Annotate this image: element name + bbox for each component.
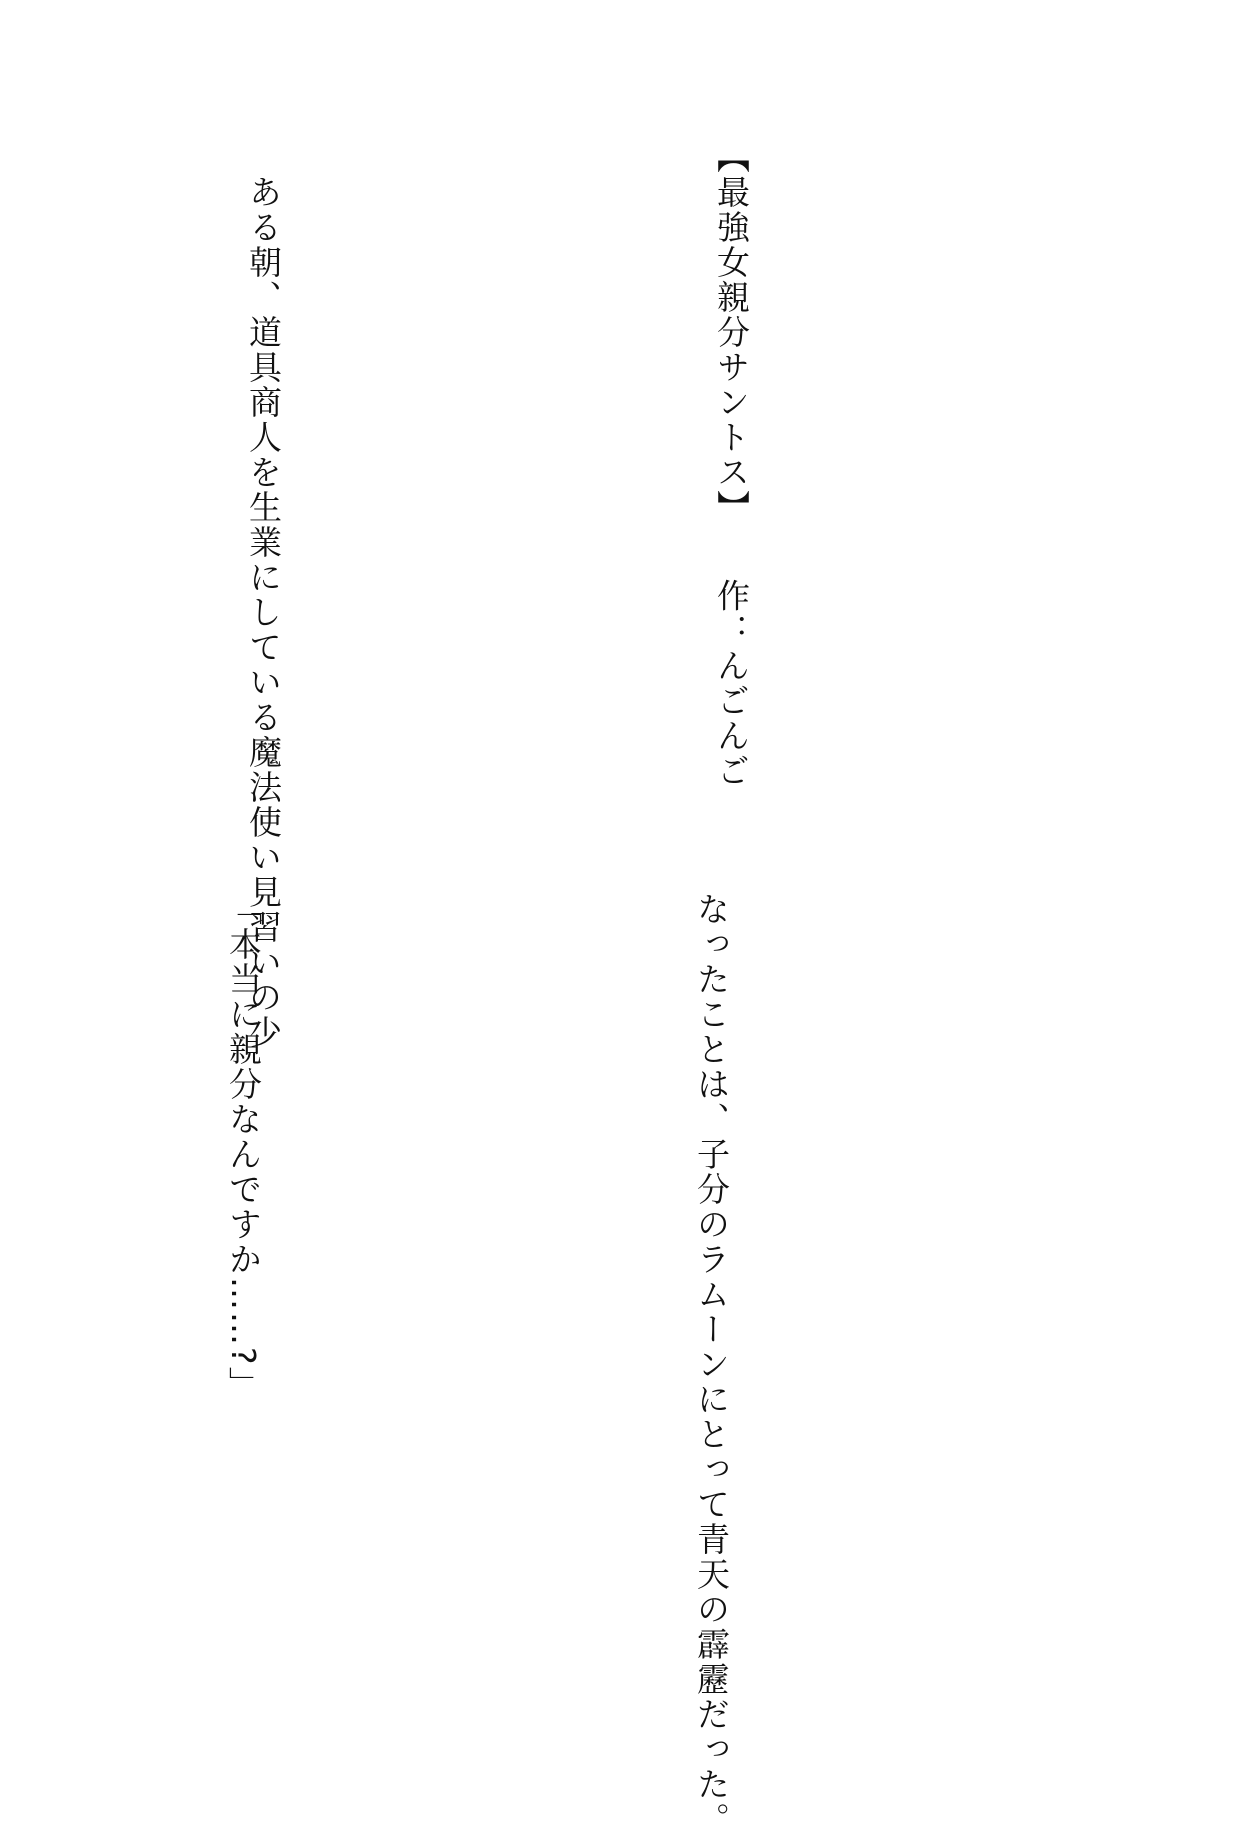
- upper-text-block: [121, 140, 1121, 1050]
- title-line: 【最強女親分サントス】 作：んごんご: [712, 140, 751, 789]
- lower-text-block: [101, 892, 1101, 1837]
- dialogue-line: 「本当に親分なんですか……?」: [224, 892, 263, 1402]
- narration-line: ある朝、道具商人を生業にしている魔法使い見習いの少: [244, 140, 283, 1050]
- narration-line: なったことは、子分のラムーンにとって青天の霹靂だった。: [692, 892, 731, 1837]
